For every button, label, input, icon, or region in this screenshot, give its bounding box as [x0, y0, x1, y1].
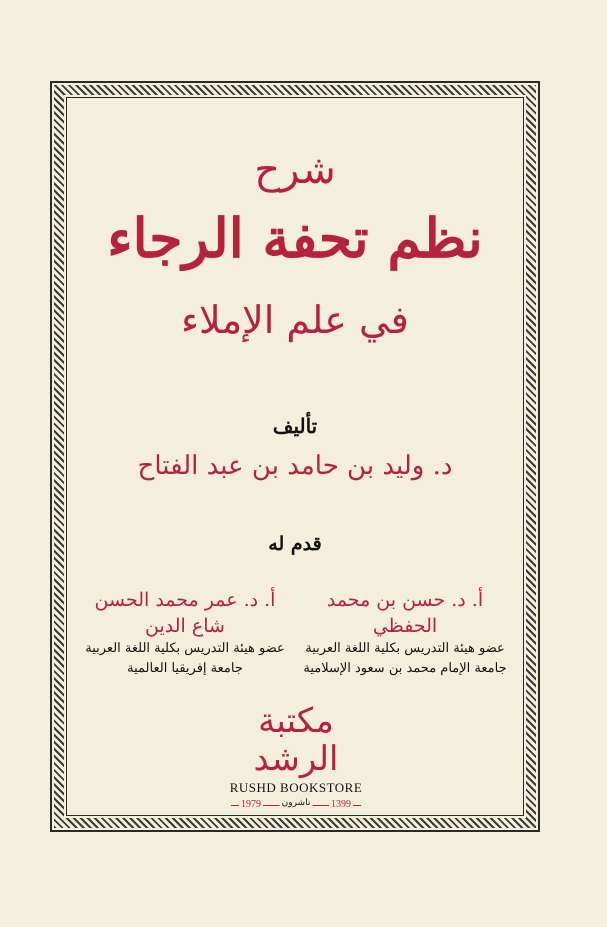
presenter-1-name: أ. د. حسن بن محمد الحفظي	[326, 589, 484, 637]
publisher-arabic-name: مكتبة الرشد	[253, 701, 339, 779]
title-line-1: شرح	[254, 147, 336, 193]
presenter-2-position: عضو هيئة التدريس بكلية اللغة العربية	[85, 641, 285, 656]
founding-year-hijri: 1399	[331, 799, 351, 810]
publisher-tagline: ناشرون	[281, 798, 311, 808]
introduction-label: قدم له	[268, 533, 322, 555]
presenter-2-name: أ. د. عمر محمد الحسن شاع الدين	[94, 589, 276, 637]
presenter-1	[300, 587, 510, 679]
presenter-1-position: عضو هيئة التدريس بكلية اللغة العربية	[305, 641, 505, 656]
publisher-years-bar	[231, 798, 361, 814]
authorship-label: تأليف	[272, 414, 318, 438]
book-subtitle: في علم الإملاء	[181, 298, 409, 342]
presenter-2-institution: جامعة إفريقيا العالمية	[127, 661, 243, 676]
book-title: نظم تحفة الرجاء	[107, 206, 483, 270]
presenter-2	[80, 587, 290, 679]
publisher-logo	[216, 702, 376, 814]
author-name: د. وليد بن حامد بن عبد الفتاح	[137, 451, 453, 481]
founding-year-gregorian: 1979	[241, 799, 261, 810]
presenter-1-institution: جامعة الإمام محمد بن سعود الإسلامية	[303, 661, 507, 676]
publisher-english-name: RUSHD BOOKSTORE	[229, 780, 363, 795]
